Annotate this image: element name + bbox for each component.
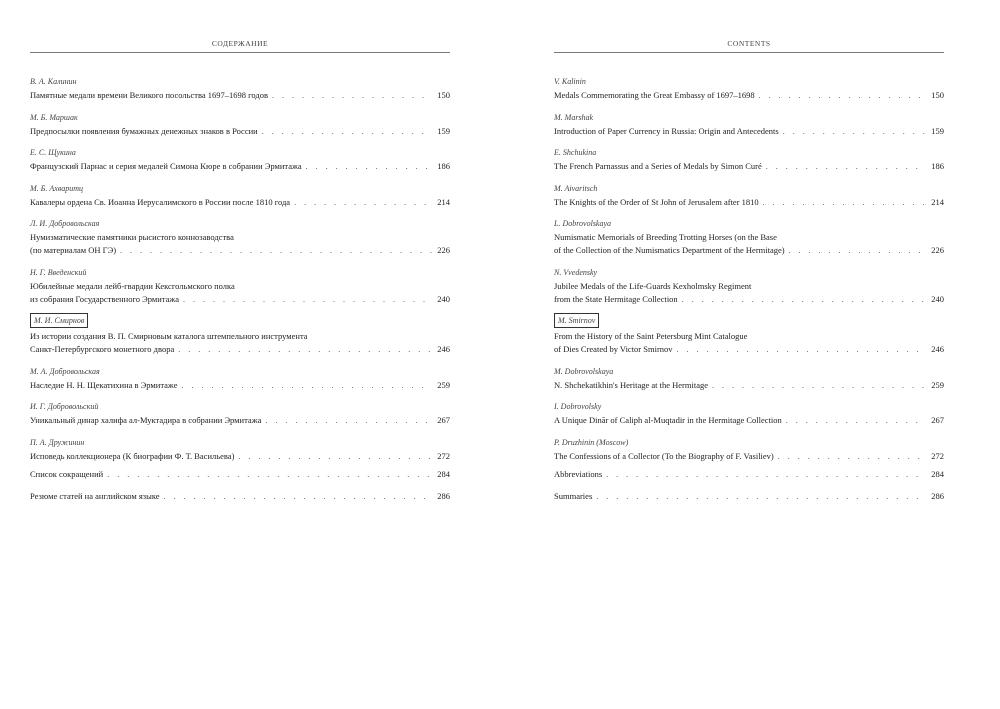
leader-dots [783, 125, 926, 138]
toc-entry [554, 142, 944, 173]
entry-title-row[interactable] [554, 196, 944, 209]
entry-title-line[interactable]: Нумизматические памятники рысистого коннозаводства [30, 232, 234, 242]
page-header: CONTENTS [727, 39, 771, 48]
toc-entry [554, 468, 944, 481]
entry-title: Abbreviations [554, 468, 603, 479]
entry-title-row[interactable] [30, 244, 450, 257]
entry-author: М. Б. Ахваритц [30, 183, 84, 193]
entry-author: M. Dobrovolskaya [554, 366, 614, 376]
entry-title-row[interactable] [554, 414, 944, 427]
entry-author: Л. И. Добровольская [30, 219, 100, 228]
entry-title-row[interactable] [554, 125, 944, 138]
entry-title: (по материалам ОН ГЭ) [30, 245, 117, 255]
toc-entry [30, 490, 450, 503]
toc-entry [554, 396, 944, 427]
entry-title: Кавалеры ордена Св. Иоанна Иерусалимского в России после 1810 года [30, 196, 291, 207]
entry-title: Памятные медали времени Великого посольства 1697–1698 годов [30, 90, 269, 100]
entry-title-line[interactable]: Jubilee Medals of the Life-Guards Kexholmsky Regiment [554, 280, 752, 291]
entry-page-number: 286 [437, 490, 450, 501]
toc-entry [554, 178, 944, 209]
toc-entry [30, 107, 450, 138]
entry-page-number: 186 [437, 161, 450, 171]
leader-dots [606, 468, 926, 481]
entry-title: Уникальный динар халифа ал-Муктадира в собрании Эрмитажа [30, 415, 262, 425]
header-rule [554, 52, 944, 53]
entry-title-row[interactable] [30, 293, 450, 306]
entry-author: П. А. Дружинин [30, 437, 85, 447]
toc-entry [554, 310, 944, 356]
entry-title-row[interactable] [30, 125, 450, 138]
entry-page-number: 159 [931, 125, 944, 136]
entry-title: Предпосылки появления бумажных денежных знаков в России [30, 125, 258, 136]
entry-page-number: 267 [437, 415, 450, 425]
left-page [30, 0, 450, 709]
leader-dots [763, 196, 926, 209]
toc-entry [554, 490, 944, 503]
entry-page-number: 226 [437, 245, 450, 255]
leader-dots [306, 160, 432, 173]
leader-dots [789, 244, 926, 257]
entry-page-number: 284 [931, 468, 944, 479]
toc-entry [554, 361, 944, 392]
entry-author: L. Dobrovolskaya [554, 219, 612, 228]
leader-dots [120, 244, 432, 257]
entry-title-row[interactable] [30, 379, 450, 392]
toc-entry [554, 432, 944, 463]
entry-title-row[interactable] [554, 244, 944, 257]
entry-title: Исповедь коллекционера (К биографии Ф. Т. Васильева) [30, 450, 235, 461]
entry-title-row[interactable] [554, 468, 944, 481]
entry-title-row[interactable] [554, 450, 944, 463]
right-page [554, 0, 944, 709]
entry-title-row[interactable] [30, 414, 450, 427]
entry-title-row[interactable] [30, 468, 450, 481]
entry-author: M. Marshak [554, 112, 594, 122]
entry-page-number: 159 [437, 125, 450, 136]
entry-title: Introduction of Paper Currency in Russia: Origin and Antecedents [554, 125, 779, 136]
entry-author: Н. Г. Введенский [30, 267, 87, 277]
entry-page-number: 214 [931, 196, 944, 207]
entry-author-highlighted: M. Smirnov [554, 313, 599, 328]
leader-dots [778, 450, 926, 463]
entry-title-row[interactable] [30, 196, 450, 209]
leader-dots [107, 468, 432, 481]
toc-entry [30, 178, 450, 209]
entry-page-number: 186 [931, 161, 944, 171]
entry-title: of Dies Created by Victor Smirnov [554, 344, 673, 354]
entry-title: Medals Commemorating the Great Embassy of 1697–1698 [554, 90, 755, 100]
entry-author: I. Dobrovolsky [554, 402, 602, 411]
leader-dots [677, 343, 926, 356]
entry-author: N. Vvedensky [554, 267, 598, 277]
entry-page-number: 240 [931, 293, 944, 304]
entry-title-line[interactable]: Юбилейные медали лейб-гвардии Кексгольмского полка [30, 280, 235, 291]
toc-entry [30, 310, 450, 356]
entry-page-number: 226 [931, 245, 944, 255]
entry-page-number: 240 [437, 293, 450, 304]
toc-entry [30, 432, 450, 463]
entry-author: M. Aivaritsch [554, 183, 598, 193]
entry-page-number: 246 [437, 344, 450, 354]
toc-entry [30, 361, 450, 392]
header-rule [30, 52, 450, 53]
entry-title: of the Collection of the Numismatics Department of the Hermitage) [554, 245, 785, 255]
leader-dots [272, 89, 432, 102]
leader-dots [759, 89, 926, 102]
entry-author-highlighted: М. И. Смирнов [30, 313, 88, 328]
leader-dots [181, 379, 432, 392]
entry-title: from the State Hermitage Collection [554, 293, 678, 304]
toc-list [30, 71, 450, 512]
toc-entry [30, 262, 450, 306]
entry-author: E. Shchukina [554, 148, 597, 157]
toc-entry [30, 468, 450, 481]
entry-page-number: 284 [437, 468, 450, 479]
leader-dots [596, 490, 926, 503]
toc-entry [30, 71, 450, 102]
entry-title-row[interactable] [554, 89, 944, 102]
entry-title: Наследие Н. Н. Щекатихина в Эрмитаже [30, 379, 178, 390]
entry-title-row[interactable] [30, 490, 450, 503]
entry-author: V. Kalinin [554, 77, 586, 86]
entry-title-row[interactable] [554, 490, 944, 503]
entry-title: Французский Парнас и серия медалей Симона Кюре в собрании Эрмитажа [30, 161, 302, 171]
entry-title: A Unique Dinār of Caliph al-Muqtadir in the Hermitage Collection [554, 415, 782, 425]
toc-list [554, 71, 944, 512]
entry-page-number: 150 [437, 90, 450, 100]
entry-page-number: 214 [437, 196, 450, 207]
leader-dots [262, 125, 432, 138]
page-header: СОДЕРЖАНИЕ [211, 39, 269, 48]
entry-title: The Knights of the Order of St John of Jerusalem after 1810 [554, 196, 759, 207]
toc-entry [554, 213, 944, 257]
entry-author: И. Г. Добровольский [30, 402, 99, 411]
entry-page-number: 267 [931, 415, 944, 425]
entry-title-line[interactable]: Numismatic Memorials of Breeding Trotting Horses (on the Base [554, 232, 777, 242]
entry-title-line[interactable]: Из истории создания В. П. Смирновым каталога штемпельного инструмента [30, 331, 308, 341]
entry-title-row[interactable] [554, 379, 944, 392]
entry-title-row[interactable] [30, 160, 450, 173]
entry-title-line[interactable]: From the History of the Saint Petersburg Mint Catalogue [554, 331, 748, 341]
entry-title: Список сокращений [30, 468, 104, 479]
leader-dots [183, 293, 432, 306]
entry-page-number: 259 [437, 379, 450, 390]
leader-dots [265, 414, 432, 427]
entry-title: N. Shchekatikhin's Heritage at the Hermitage [554, 379, 709, 390]
entry-author: М. А. Добровольская [30, 366, 100, 376]
entry-title-row[interactable] [30, 343, 450, 356]
toc-entry [554, 71, 944, 102]
leader-dots [164, 490, 432, 503]
leader-dots [766, 160, 926, 173]
entry-author: P. Druzhinin (Moscow) [554, 437, 629, 447]
toc-entry [554, 107, 944, 138]
leader-dots [682, 293, 926, 306]
entry-page-number: 272 [437, 450, 450, 461]
entry-page-number: 259 [931, 379, 944, 390]
entry-author: В. А. Калинин [30, 77, 77, 86]
entry-title: The Confessions of a Collector (To the Biography of F. Vasiliev) [554, 450, 774, 461]
entry-title: Санкт-Петербургского монетного двора [30, 344, 175, 354]
entry-title-row[interactable] [30, 89, 450, 102]
entry-page-number: 272 [931, 450, 944, 461]
entry-author: М. Б. Маршак [30, 112, 78, 122]
entry-title-row[interactable] [554, 160, 944, 173]
entry-title-row[interactable] [554, 293, 944, 306]
leader-dots [178, 343, 432, 356]
entry-page-number: 150 [931, 90, 944, 100]
entry-title: Резюме статей на английском языке [30, 490, 160, 501]
entry-author: Е. С. Щукина [30, 148, 76, 157]
entry-title: из собрания Государственного Эрмитажа [30, 293, 180, 304]
entry-title: The French Parnassus and a Series of Medals by Simon Curé [554, 161, 762, 171]
leader-dots [712, 379, 926, 392]
entry-title: Summaries [554, 490, 593, 501]
leader-dots [238, 450, 432, 463]
toc-entry [554, 262, 944, 306]
leader-dots [294, 196, 432, 209]
toc-entry [30, 213, 450, 257]
entry-page-number: 246 [931, 344, 944, 354]
toc-entry [30, 142, 450, 173]
toc-entry [30, 396, 450, 427]
entry-page-number: 286 [931, 490, 944, 501]
leader-dots [786, 414, 926, 427]
entry-title-row[interactable] [554, 343, 944, 356]
entry-title-row[interactable] [30, 450, 450, 463]
